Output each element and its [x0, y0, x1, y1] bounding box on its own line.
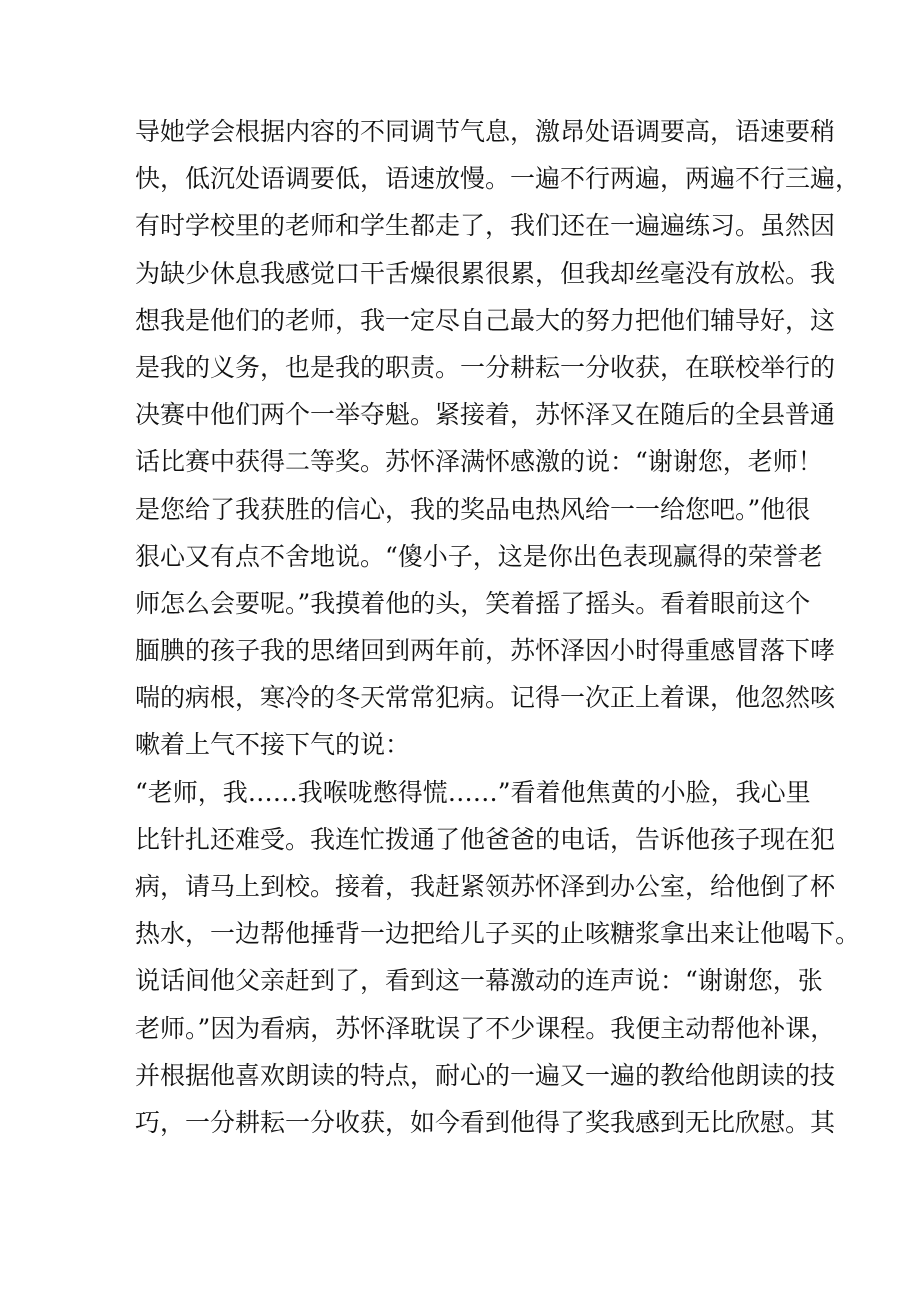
text-line-18: 热水，一边帮他捶背一边把给儿子买的止咳糖浆拿出来让他喝下。 [135, 919, 861, 949]
text-line-13: 喘的病根，寒冷的冬天常常犯病。记得一次正上着课，他忽然咳 [135, 683, 836, 713]
text-line-3: 有时学校里的老师和学生都走了，我们还在一遍遍练习。虽然因 [135, 211, 836, 241]
text-line-8: 话比赛中获得二等奖。苏怀泽满怀感激的说：“谢谢您，老师！ [135, 447, 823, 477]
text-line-16: 比针扎还难受。我连忙拨通了他爸爸的电话，告诉他孩子现在犯 [135, 824, 836, 854]
text-line-19: 说话间他父亲赶到了，看到这一幕激动的连声说：“谢谢您，张 [135, 966, 823, 996]
text-line-5: 想我是他们的老师，我一定尽自己最大的努力把他们辅导好，这 [135, 305, 836, 335]
text-line-11: 师怎么会要呢。”我摸着他的头，笑着摇了摇头。看着眼前这个 [135, 588, 811, 618]
text-line-17: 病，请马上到校。接着，我赶紧领苏怀泽到办公室，给他倒了杯 [135, 872, 836, 901]
text-line-21: 并根据他喜欢朗读的特点，耐心的一遍又一遍的教给他朗读的技 [135, 1060, 836, 1090]
body-text [135, 108, 861, 1146]
text-line-22: 巧，一分耕耘一分收获，如今看到他得了奖我感到无比欣慰。其 [135, 1107, 836, 1137]
text-line-1: 导她学会根据内容的不同调节气息，激昂处语调要高，语速要稍 [135, 117, 836, 146]
text-line-6: 是我的义务，也是我的职责。一分耕耘一分收获，在联校举行的 [135, 352, 836, 382]
text-line-12: 腼腆的孩子我的思绪回到两年前，苏怀泽因小时得重感冒落下哮 [135, 636, 836, 666]
text-line-9: 是您给了我获胜的信心，我的奖品电热风给一一给您吧。”他很 [135, 494, 811, 524]
text-line-4: 为缺少休息我感觉口干舌燥很累很累，但我却丝毫没有放松。我 [135, 258, 836, 288]
text-line-14: 嗽着上气不接下气的说： [135, 730, 411, 760]
text-line-2: 快，低沉处语调要低，语速放慢。一遍不行两遍，两遍不行三遍， [135, 164, 861, 194]
text-line-10: 狠心又有点不舍地说。“傻小子，这是你出色表现赢得的荣誉老 [135, 541, 823, 571]
text-line-15: “老师，我……我喉咙憋得慌……”看着他焦黄的小脸，我心里 [135, 777, 811, 807]
text-line-20: 老师。”因为看病，苏怀泽耽误了不少课程。我便主动帮他补课， [135, 1013, 836, 1043]
text-line-7: 决赛中他们两个一举夺魁。紧接着，苏怀泽又在随后的全县普通 [135, 400, 836, 430]
